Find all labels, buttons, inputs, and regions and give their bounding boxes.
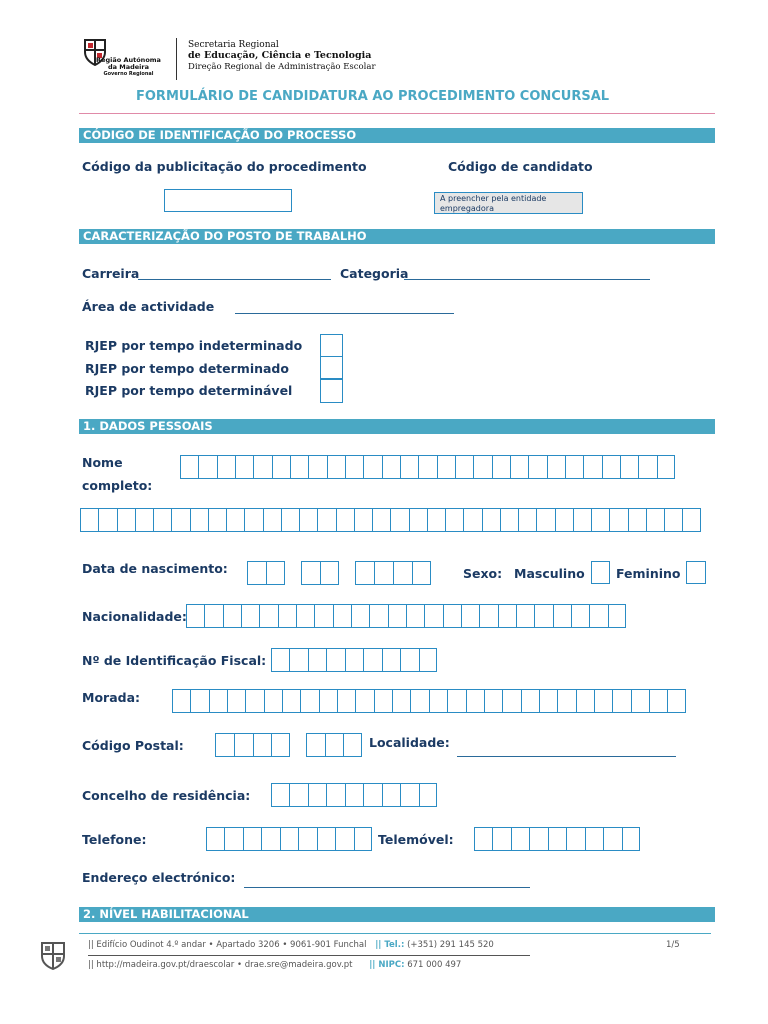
char-box[interactable]: [553, 604, 571, 628]
char-box[interactable]: [565, 455, 583, 479]
rjep-label-1: RJEP por tempo indeterminado: [85, 338, 303, 353]
section-title: CÓDIGO DE IDENTIFICAÇÃO DO PROCESSO: [83, 128, 357, 142]
rjep-label-3: RJEP por tempo determinável: [85, 383, 293, 398]
char-box[interactable]: [290, 455, 308, 479]
codigo-postal-label: Código Postal:: [82, 738, 184, 753]
char-box[interactable]: [354, 827, 372, 851]
char-box[interactable]: [473, 455, 491, 479]
char-box[interactable]: [333, 604, 351, 628]
char-box[interactable]: [443, 604, 461, 628]
char-box[interactable]: [410, 689, 428, 713]
char-box[interactable]: [325, 733, 344, 757]
char-box[interactable]: [180, 455, 198, 479]
char-box[interactable]: [235, 455, 253, 479]
char-box[interactable]: [400, 783, 418, 807]
char-box[interactable]: [208, 508, 226, 532]
char-box[interactable]: [412, 561, 431, 585]
char-box[interactable]: [603, 827, 621, 851]
morada-boxes[interactable]: [172, 689, 686, 713]
char-box[interactable]: [374, 561, 393, 585]
char-box[interactable]: [320, 561, 339, 585]
char-box[interactable]: [337, 689, 355, 713]
char-box[interactable]: [536, 508, 554, 532]
footer-web-text[interactable]: || http://madeira.gov.pt/draescolar • drae.sre@madeira.gov.pt: [88, 960, 353, 970]
logo-line-2: da Madeira: [107, 63, 150, 71]
char-box[interactable]: [336, 508, 354, 532]
char-box[interactable]: [594, 689, 612, 713]
char-box[interactable]: [355, 561, 374, 585]
char-box[interactable]: [510, 455, 528, 479]
char-box[interactable]: [190, 508, 208, 532]
char-box[interactable]: [223, 604, 241, 628]
char-box[interactable]: [241, 604, 259, 628]
char-box[interactable]: [628, 508, 646, 532]
char-box[interactable]: [263, 508, 281, 532]
char-box[interactable]: [190, 689, 208, 713]
categoria-label: Categoria: [340, 266, 409, 281]
char-box[interactable]: [445, 508, 463, 532]
feminino-checkbox[interactable]: [686, 561, 706, 584]
char-box[interactable]: [206, 827, 224, 851]
telemovel-boxes[interactable]: [474, 827, 640, 851]
char-box[interactable]: [282, 689, 300, 713]
char-box[interactable]: [484, 689, 502, 713]
char-box[interactable]: [622, 827, 640, 851]
char-box[interactable]: [400, 648, 418, 672]
footer-address-text: || Edifício Oudinot 4.º andar • Apartado 3206 • 9061-901 Funchal: [88, 940, 367, 950]
char-box[interactable]: [474, 827, 492, 851]
sexo-label: Sexo:: [463, 566, 503, 581]
char-box[interactable]: [511, 827, 529, 851]
char-box[interactable]: [299, 508, 317, 532]
char-box[interactable]: [602, 455, 620, 479]
char-box[interactable]: [271, 648, 289, 672]
char-box[interactable]: [682, 508, 700, 532]
char-box[interactable]: [631, 689, 649, 713]
char-box[interactable]: [576, 689, 594, 713]
nome-label-1: Nome: [82, 455, 123, 470]
char-box[interactable]: [463, 508, 481, 532]
char-box[interactable]: [300, 689, 318, 713]
char-box[interactable]: [281, 508, 299, 532]
char-box[interactable]: [253, 455, 271, 479]
char-box[interactable]: [363, 783, 381, 807]
char-box[interactable]: [548, 827, 566, 851]
char-box[interactable]: [308, 455, 326, 479]
concelho-boxes[interactable]: [271, 783, 437, 807]
char-box[interactable]: [406, 604, 424, 628]
nacionalidade-boxes[interactable]: [186, 604, 626, 628]
char-box[interactable]: [224, 827, 242, 851]
char-box[interactable]: [455, 455, 473, 479]
char-box[interactable]: [98, 508, 116, 532]
char-box[interactable]: [437, 455, 455, 479]
char-box[interactable]: [583, 455, 601, 479]
masculino-checkbox[interactable]: [591, 561, 610, 584]
char-box[interactable]: [117, 508, 135, 532]
char-box[interactable]: [424, 604, 442, 628]
char-box[interactable]: [557, 689, 575, 713]
char-box[interactable]: [289, 648, 307, 672]
carreira-field[interactable]: [138, 279, 331, 280]
section-title: CARACTERIZAÇÃO DO POSTO DE TRABALHO: [83, 229, 367, 243]
rjep-checkbox-1[interactable]: [320, 334, 343, 357]
char-box[interactable]: [317, 827, 335, 851]
char-box[interactable]: [345, 455, 363, 479]
char-box[interactable]: [326, 648, 344, 672]
char-box[interactable]: [198, 455, 216, 479]
codigo-postal-boxes-1[interactable]: [215, 733, 290, 757]
char-box[interactable]: [649, 689, 667, 713]
char-box[interactable]: [492, 455, 510, 479]
data-nascimento-label: Data de nascimento:: [82, 561, 228, 576]
char-box[interactable]: [492, 827, 510, 851]
char-box[interactable]: [534, 604, 552, 628]
section-bar-codigo: [79, 128, 715, 143]
secretaria-line-1: Secretaria Regional: [188, 40, 279, 50]
footer-page-number: 1/5: [666, 940, 680, 950]
char-box[interactable]: [289, 783, 307, 807]
char-box[interactable]: [215, 733, 234, 757]
char-box[interactable]: [351, 604, 369, 628]
telemovel-label: Telemóvel:: [378, 832, 454, 847]
char-box[interactable]: [345, 648, 363, 672]
char-box[interactable]: [278, 604, 296, 628]
nif-label: Nº de Identificação Fiscal:: [82, 653, 267, 668]
rjep-label-2: RJEP por tempo determinado: [85, 361, 289, 376]
section-bar-posto: [79, 229, 715, 244]
char-box[interactable]: [571, 604, 589, 628]
char-box[interactable]: [392, 689, 410, 713]
char-box[interactable]: [172, 689, 190, 713]
rjep-checkbox-3[interactable]: [320, 379, 343, 403]
section-bar-pessoais: [79, 419, 715, 434]
localidade-label: Localidade:: [369, 735, 450, 750]
char-box[interactable]: [638, 455, 656, 479]
codigo-publicacao-input[interactable]: [164, 189, 292, 212]
char-box[interactable]: [135, 508, 153, 532]
char-box[interactable]: [319, 689, 337, 713]
char-box[interactable]: [390, 508, 408, 532]
dia-boxes[interactable]: [247, 561, 285, 585]
char-box[interactable]: [498, 604, 516, 628]
char-box[interactable]: [80, 508, 98, 532]
char-box[interactable]: [204, 604, 222, 628]
char-box[interactable]: [620, 455, 638, 479]
char-box[interactable]: [566, 827, 584, 851]
footer-logo: [38, 940, 68, 970]
nome-boxes-row-1[interactable]: [180, 455, 675, 479]
footer-address: [88, 940, 494, 950]
ano-boxes[interactable]: [355, 561, 431, 585]
char-box[interactable]: [306, 733, 325, 757]
footer-nipc-label: || NIPC:: [369, 960, 405, 970]
codigo-candidato-box: [434, 192, 583, 214]
char-box[interactable]: [447, 689, 465, 713]
char-box[interactable]: [382, 783, 400, 807]
char-box[interactable]: [261, 827, 279, 851]
nacionalidade-label: Nacionalidade:: [82, 609, 187, 624]
char-box[interactable]: [466, 689, 484, 713]
email-field[interactable]: [244, 887, 530, 888]
nome-boxes-row-2[interactable]: [80, 508, 701, 532]
char-box[interactable]: [382, 455, 400, 479]
char-box[interactable]: [244, 508, 262, 532]
char-box[interactable]: [272, 455, 290, 479]
char-box[interactable]: [419, 783, 437, 807]
char-box[interactable]: [529, 827, 547, 851]
char-box[interactable]: [253, 733, 272, 757]
char-box[interactable]: [539, 689, 557, 713]
char-box[interactable]: [363, 648, 381, 672]
char-box[interactable]: [589, 604, 607, 628]
char-box[interactable]: [372, 508, 390, 532]
header-divider: [176, 38, 177, 80]
section-bar-nivel: [79, 907, 715, 922]
char-box[interactable]: [657, 455, 675, 479]
char-box[interactable]: [314, 604, 332, 628]
char-box[interactable]: [335, 827, 353, 851]
mes-boxes[interactable]: [301, 561, 339, 585]
area-field[interactable]: [235, 313, 454, 314]
localidade-field[interactable]: [457, 756, 676, 757]
char-box[interactable]: [345, 783, 363, 807]
char-box[interactable]: [234, 733, 253, 757]
char-box[interactable]: [609, 508, 627, 532]
char-box[interactable]: [646, 508, 664, 532]
char-box[interactable]: [555, 508, 573, 532]
logo-line-1: Região Autónoma: [96, 56, 161, 64]
char-box[interactable]: [243, 827, 261, 851]
char-box[interactable]: [612, 689, 630, 713]
email-label: Endereço electrónico:: [82, 870, 236, 885]
char-box[interactable]: [171, 508, 189, 532]
telefone-boxes[interactable]: [206, 827, 372, 851]
char-box[interactable]: [518, 508, 536, 532]
carreira-label: Carreira: [82, 266, 140, 281]
char-box[interactable]: [419, 648, 437, 672]
logo-line-3: Governo Regional: [103, 71, 154, 77]
section-title: 2. NÍVEL HABILITACIONAL: [83, 907, 249, 921]
char-box[interactable]: [271, 783, 289, 807]
char-box[interactable]: [326, 783, 344, 807]
nif-boxes[interactable]: [271, 648, 437, 672]
char-box[interactable]: [516, 604, 534, 628]
char-box[interactable]: [479, 604, 497, 628]
char-box[interactable]: [429, 689, 447, 713]
footer-web: [88, 960, 461, 970]
codigo-postal-boxes-2[interactable]: [306, 733, 362, 757]
secretaria-block: [188, 40, 376, 73]
char-box[interactable]: [461, 604, 479, 628]
char-box[interactable]: [374, 689, 392, 713]
char-box[interactable]: [308, 783, 326, 807]
char-box[interactable]: [528, 455, 546, 479]
feminino-label: Feminino: [616, 566, 681, 581]
footer-rule: [79, 933, 711, 934]
footer-rule-2: [88, 955, 530, 956]
footer-shield-icon: [38, 940, 68, 970]
page-title: FORMULÁRIO DE CANDIDATURA AO PROCEDIMENTO CONCURSAL: [136, 89, 610, 104]
area-label: Área de actividade: [82, 299, 215, 314]
categoria-field[interactable]: [404, 279, 650, 280]
char-box[interactable]: [482, 508, 500, 532]
char-box[interactable]: [217, 455, 235, 479]
codigo-publicacao-label: Código da publicitação do procedimento: [82, 159, 367, 174]
char-box[interactable]: [355, 689, 373, 713]
logo-text: [86, 57, 171, 78]
char-box[interactable]: [427, 508, 445, 532]
char-box[interactable]: [664, 508, 682, 532]
char-box[interactable]: [354, 508, 372, 532]
char-box[interactable]: [547, 455, 565, 479]
char-box[interactable]: [585, 827, 603, 851]
char-box[interactable]: [363, 455, 381, 479]
rjep-checkbox-2[interactable]: [320, 356, 343, 379]
codigo-candidato-note: A preencher pela entidade empregadora: [440, 194, 547, 213]
concelho-label: Concelho de residência:: [82, 788, 251, 803]
char-box[interactable]: [226, 508, 244, 532]
char-box[interactable]: [271, 733, 290, 757]
char-box[interactable]: [264, 689, 282, 713]
char-box[interactable]: [247, 561, 266, 585]
char-box[interactable]: [573, 508, 591, 532]
char-box[interactable]: [388, 604, 406, 628]
section-title: 1. DADOS PESSOAIS: [83, 419, 213, 433]
telefone-label: Telefone:: [82, 832, 147, 847]
char-box[interactable]: [301, 561, 320, 585]
secretaria-line-3: Direção Regional de Administração Escolar: [188, 62, 376, 72]
title-rule: [79, 113, 715, 114]
char-box[interactable]: [227, 689, 245, 713]
char-box[interactable]: [400, 455, 418, 479]
char-box[interactable]: [266, 561, 285, 585]
footer-tel-label: || Tel.:: [375, 940, 405, 950]
char-box[interactable]: [591, 508, 609, 532]
char-box[interactable]: [296, 604, 314, 628]
footer-tel: (+351) 291 145 520: [407, 940, 494, 950]
char-box[interactable]: [280, 827, 298, 851]
char-box[interactable]: [343, 733, 362, 757]
footer-nipc: 671 000 497: [407, 960, 462, 970]
char-box[interactable]: [409, 508, 427, 532]
char-box[interactable]: [667, 689, 685, 713]
char-box[interactable]: [500, 508, 518, 532]
char-box[interactable]: [209, 689, 227, 713]
char-box[interactable]: [245, 689, 263, 713]
char-box[interactable]: [502, 689, 520, 713]
char-box[interactable]: [308, 648, 326, 672]
nome-label-2: completo:: [82, 478, 153, 493]
char-box[interactable]: [382, 648, 400, 672]
secretaria-line-2: de Educação, Ciência e Tecnologia: [188, 50, 372, 61]
masculino-label: Masculino: [514, 566, 585, 581]
codigo-candidato-label: Código de candidato: [448, 159, 593, 174]
char-box[interactable]: [259, 604, 277, 628]
char-box[interactable]: [393, 561, 412, 585]
char-box[interactable]: [521, 689, 539, 713]
char-box[interactable]: [418, 455, 436, 479]
char-box[interactable]: [186, 604, 204, 628]
char-box[interactable]: [327, 455, 345, 479]
char-box[interactable]: [153, 508, 171, 532]
char-box[interactable]: [608, 604, 626, 628]
char-box[interactable]: [298, 827, 316, 851]
char-box[interactable]: [317, 508, 335, 532]
char-box[interactable]: [369, 604, 387, 628]
morada-label: Morada:: [82, 690, 141, 705]
